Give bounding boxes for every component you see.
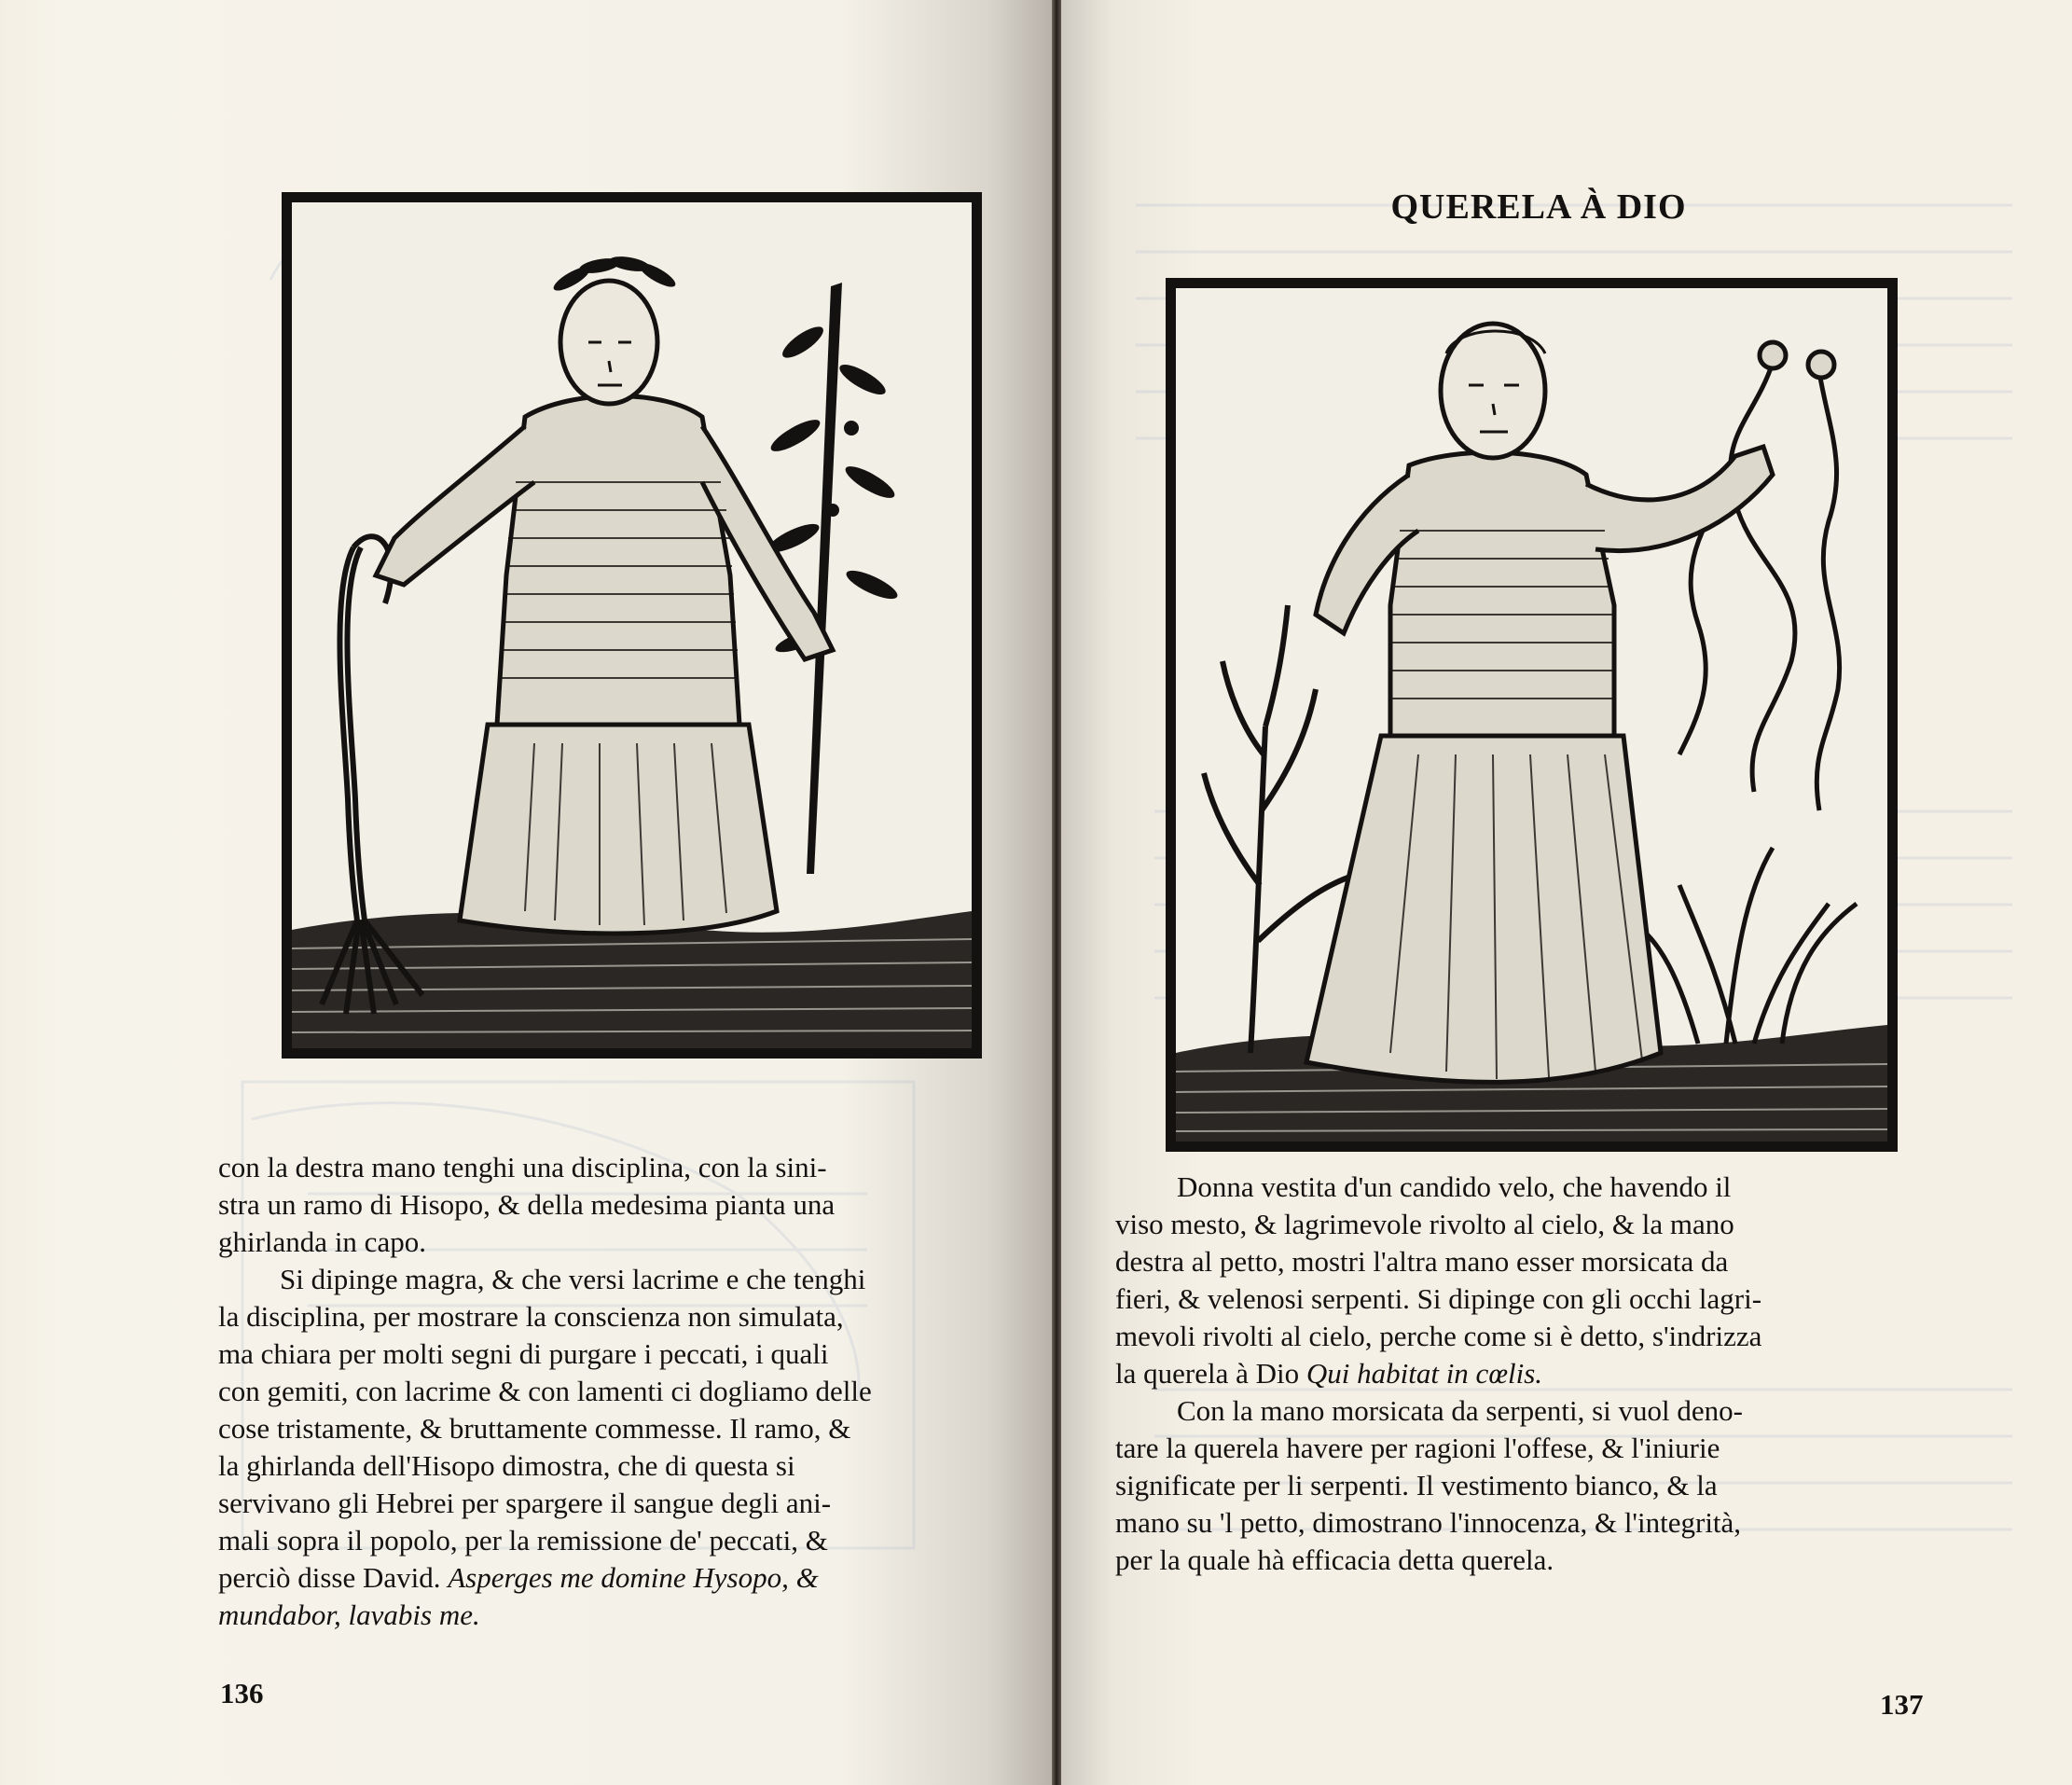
text-run: la querela à Dio xyxy=(1115,1357,1300,1390)
text-line: la ghirlanda dell'Hisopo dimostra, che di questa si xyxy=(218,1449,795,1482)
latin-quotation: mundabor, lavabis me. xyxy=(218,1598,480,1631)
text-line: Con la mano morsicata da serpenti, si vuol deno- xyxy=(1177,1394,1743,1427)
page-number: 137 xyxy=(1880,1688,1924,1721)
text-line: mali sopra il popolo, per la remissione de' peccati, & xyxy=(218,1524,828,1557)
woodcut-drawing xyxy=(1176,288,1887,1142)
text-line: fieri, & velenosi serpenti. Si dipinge con gli occhi lagri- xyxy=(1115,1282,1762,1315)
page-number: 136 xyxy=(220,1677,264,1709)
woodcut-illustration-querela xyxy=(1166,278,1898,1152)
woodcut-drawing xyxy=(292,202,972,1048)
text-line: ghirlanda in capo. xyxy=(218,1225,426,1258)
book-gutter xyxy=(1052,0,1061,1785)
latin-quotation: Qui habitat in cœlis. xyxy=(1305,1357,1543,1390)
text-line: stra un ramo di Hisopo, & della medesima pianta una xyxy=(218,1188,836,1221)
text-line: ma chiara per molti segni di purgare i peccati, i quali xyxy=(218,1337,829,1370)
text-line xyxy=(218,1559,1035,1597)
text-line xyxy=(1115,1355,1941,1392)
text-line: servivano gli Hebrei per spargere il sangue degli ani- xyxy=(218,1487,832,1519)
right-page-body-text xyxy=(1115,1169,1941,1579)
text-line: la disciplina, per mostrare la conscienza non simulata, xyxy=(218,1300,844,1333)
text-line: destra al petto, mostri l'altra mano esser morsicata da xyxy=(1115,1245,1729,1278)
text-line: con la destra mano tenghi una disciplina, con la sini- xyxy=(218,1151,827,1183)
text-line: mano su 'l petto, dimostrano l'innocenza, & l'integrità, xyxy=(1115,1506,1742,1539)
woodcut-illustration-penitent-figure xyxy=(282,192,982,1059)
text-line: mevoli rivolti al cielo, perche come si è detto, s'indrizza xyxy=(1115,1320,1762,1352)
text-line: Donna vestita d'un candido velo, che havendo il xyxy=(1177,1170,1732,1203)
text-line: viso mesto, & lagrimevole rivolto al cielo, & la mano xyxy=(1115,1208,1734,1240)
page-title: QUERELA À DIO xyxy=(1390,187,1687,227)
text-line: Si dipinge magra, & che versi lacrime e che tenghi xyxy=(280,1263,866,1295)
text-line: per la quale hà efficacia detta querela. xyxy=(1115,1543,1554,1576)
text-line: significate per li serpenti. Il vestimento bianco, & la xyxy=(1115,1469,1718,1501)
text-run: perciò disse David. xyxy=(218,1561,441,1594)
text-line: con gemiti, con lacrime & con lamenti ci dogliamo delle xyxy=(218,1375,872,1407)
right-page xyxy=(1061,0,2072,1785)
latin-quotation: Asperges me domine Hysopo, & xyxy=(448,1561,819,1594)
text-line: tare la querela havere per ragioni l'offese, & l'iniurie xyxy=(1115,1432,1720,1464)
left-page-body-text xyxy=(218,1149,1035,1634)
text-line: cose tristamente, & bruttamente commesse. Il ramo, & xyxy=(218,1412,851,1445)
